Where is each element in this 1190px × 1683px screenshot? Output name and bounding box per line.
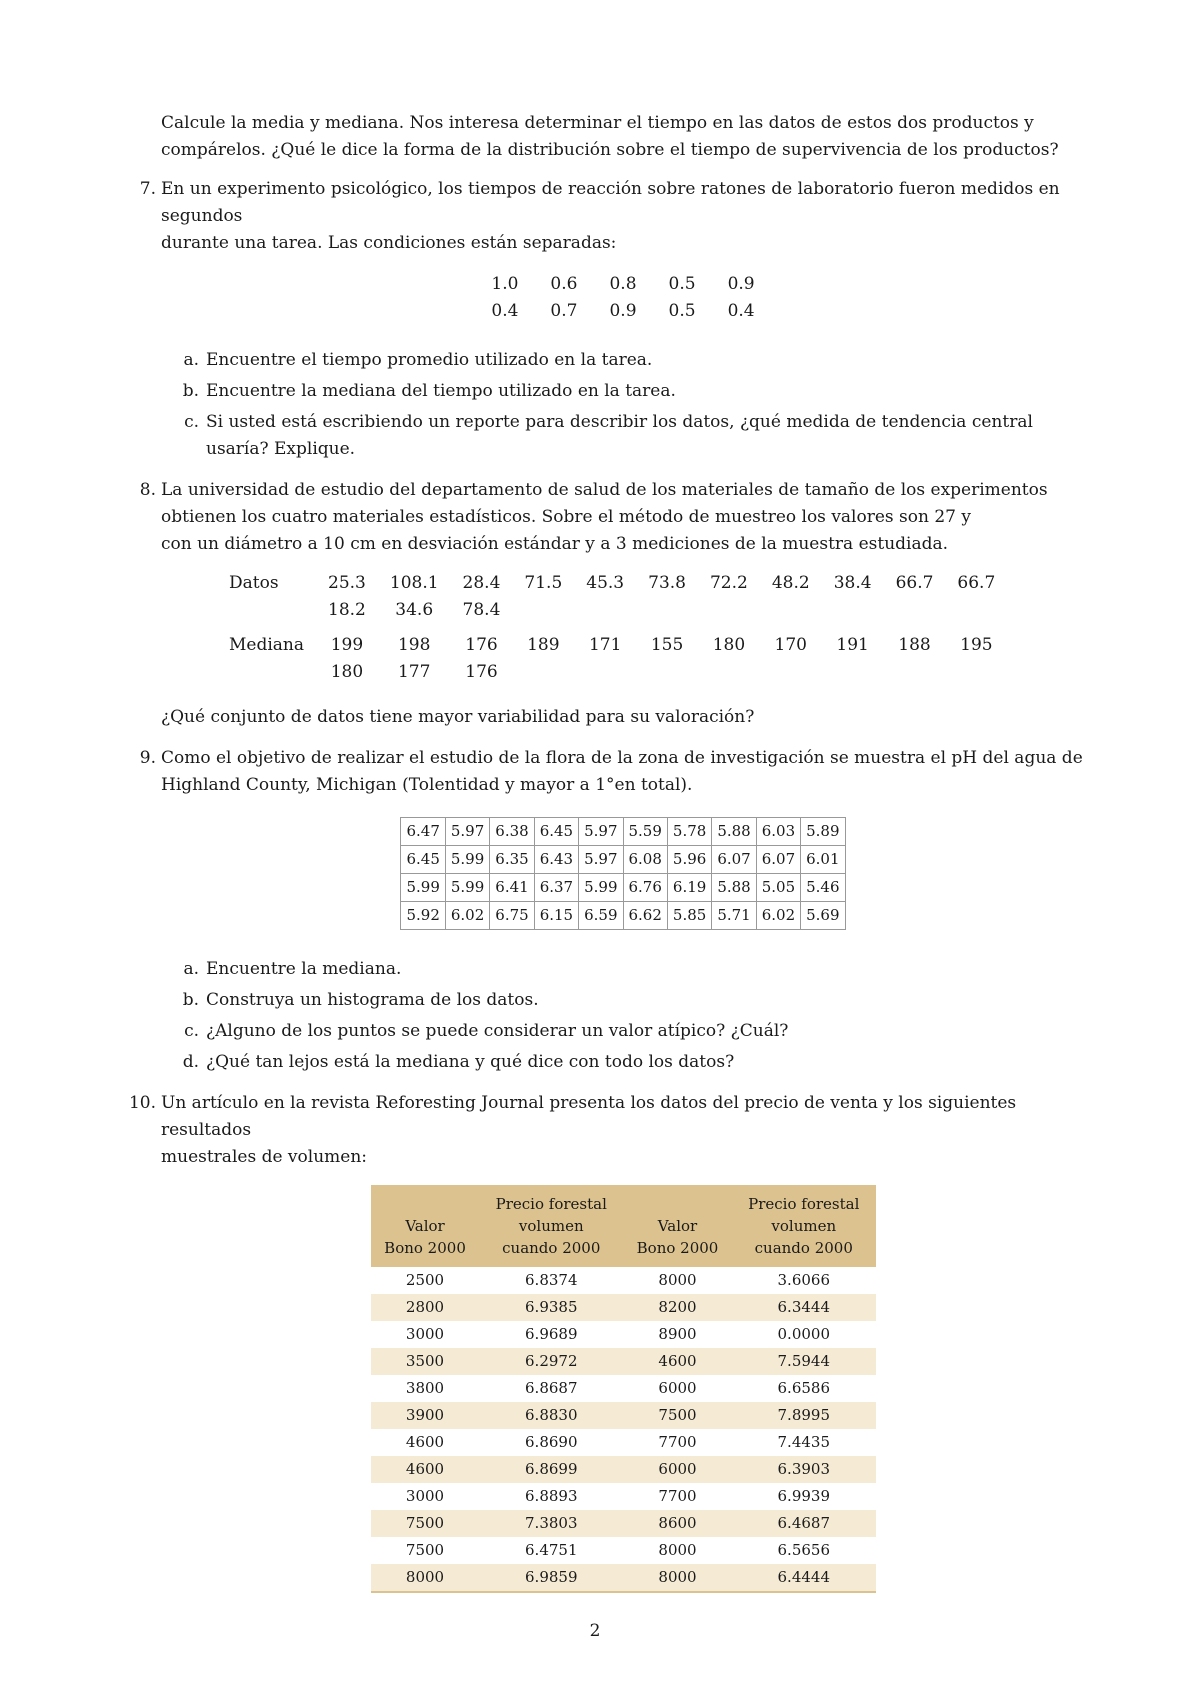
- table-row: [371, 1348, 876, 1375]
- intro-line-1: Calcule la media y mediana. Nos interesa determinar el tiempo en las datos de estos dos productos y: [161, 113, 1034, 133]
- table-cell: 8000: [371, 1564, 480, 1592]
- table-cell: 0.0000: [732, 1321, 875, 1348]
- problem-text: La universidad de estudio del departamento de salud de los materiales de tamaño de los experimentos obtienen los cuatro materiales estadísticos. Sobre el método de muestreo los valores son 27 y con un diámetro a 10 cm en desviación estándar y a 3 mediciones de la muestra estudiada.: [161, 480, 1048, 554]
- table-cell: 6.3444: [732, 1294, 875, 1321]
- table-row: [371, 1537, 876, 1564]
- column-header: Valor Bono 2000: [623, 1185, 732, 1267]
- table-cell: 7500: [371, 1537, 480, 1564]
- problem-number: 8.: [139, 480, 156, 500]
- list-item: a. Encuentre el tiempo promedio utilizado en la tarea.: [183, 350, 653, 370]
- column-header: Valor Bono 2000: [371, 1185, 480, 1267]
- table-cell: 3800: [371, 1375, 480, 1402]
- table-cell: 3000: [371, 1321, 480, 1348]
- table-row: [371, 1483, 876, 1510]
- reaction-times-table: [475, 271, 770, 325]
- table-cell: 7500: [623, 1402, 732, 1429]
- ph-values-block: [161, 817, 1085, 930]
- table-row: 0.4 0.7 0.9 0.5 0.4: [491, 301, 755, 321]
- table-cell: 6.8699: [480, 1456, 623, 1483]
- problem-text: En un experimento psicológico, los tiempos de reacción sobre ratones de laboratorio fueron medidos en segundos durante una tarea. Las condiciones están separadas:: [161, 179, 1060, 253]
- document-body: [130, 110, 1085, 1593]
- list-item: a. Encuentre la mediana.: [183, 959, 402, 979]
- table-cell: 6.9939: [732, 1483, 875, 1510]
- page-number: 2: [589, 1621, 601, 1641]
- table-row: Datos 25.3 18.2 108.1 34.6 28.4 78.4 71.5 45.3 73.8 72.2 48.2 38.4 66.7 66.7: [229, 570, 1007, 624]
- measurements-block: [229, 570, 1085, 686]
- price-table-body: [371, 1267, 876, 1592]
- table-cell: 6.8687: [480, 1375, 623, 1402]
- list-item: c. Si usted está escribiendo un reporte para describir los datos, ¿qué medida de tendencia central usaría? Explique.: [184, 412, 1033, 459]
- table-cell: 3000: [371, 1483, 480, 1510]
- table-row: [371, 1375, 876, 1402]
- list-item: b. Construya un histograma de los datos.: [182, 990, 539, 1010]
- table-cell: 6.4687: [732, 1510, 875, 1537]
- table-header-row: [371, 1185, 876, 1267]
- table-cell: 8900: [623, 1321, 732, 1348]
- problem-number: 9.: [139, 748, 156, 768]
- table-cell: 6000: [623, 1456, 732, 1483]
- problem-7: [130, 176, 1085, 463]
- table-cell: 6.6586: [732, 1375, 875, 1402]
- table-cell: 3900: [371, 1402, 480, 1429]
- measurements-table: [229, 570, 1007, 686]
- intro-line-2: compárelos. ¿Qué le dice la forma de la distribución sobre el tiempo de supervivencia de los productos?: [161, 140, 1059, 160]
- table-cell: 6.5656: [732, 1537, 875, 1564]
- table-row: 5.92 6.02 6.75 6.15 6.59 6.62 5.85 5.71 6.02 5.69: [401, 902, 845, 930]
- table-cell: 6.4444: [732, 1564, 875, 1592]
- table-cell: 6.4751: [480, 1537, 623, 1564]
- table-cell: 6.8690: [480, 1429, 623, 1456]
- problem-9: [130, 745, 1085, 1076]
- table-cell: 6.8893: [480, 1483, 623, 1510]
- table-row: [371, 1267, 876, 1294]
- table-cell: 7.8995: [732, 1402, 875, 1429]
- list-item: d. ¿Qué tan lejos está la mediana y qué dice con todo los datos?: [182, 1052, 735, 1072]
- row-label: Mediana: [229, 635, 305, 655]
- table-cell: 7500: [371, 1510, 480, 1537]
- table-row: 1.0 0.6 0.8 0.5 0.9: [491, 274, 755, 294]
- price-volume-table: [371, 1185, 876, 1593]
- table-cell: 6.3903: [732, 1456, 875, 1483]
- table-cell: 6.2972: [480, 1348, 623, 1375]
- table-row: [371, 1429, 876, 1456]
- table-cell: 7700: [623, 1429, 732, 1456]
- reaction-times-block: [161, 271, 1085, 325]
- table-cell: 8000: [623, 1537, 732, 1564]
- table-cell: 6000: [623, 1375, 732, 1402]
- ph-values-table: [400, 817, 845, 930]
- table-cell: 6.9689: [480, 1321, 623, 1348]
- row-label: Datos: [229, 573, 279, 593]
- column-header: Precio forestal volumen cuando 2000: [480, 1185, 623, 1267]
- table-row: [371, 1402, 876, 1429]
- table-cell: 8600: [623, 1510, 732, 1537]
- table-cell: 4600: [623, 1348, 732, 1375]
- problem-question: ¿Qué conjunto de datos tiene mayor variabilidad para su valoración?: [161, 707, 755, 727]
- problem-number: 7.: [139, 179, 156, 199]
- table-row: [371, 1456, 876, 1483]
- table-cell: 8000: [623, 1564, 732, 1592]
- problem-9-items: [161, 956, 1085, 1076]
- list-item: b. Encuentre la mediana del tiempo utilizado en la tarea.: [182, 381, 676, 401]
- column-header: Precio forestal volumen cuando 2000: [732, 1185, 875, 1267]
- problem-7-items: [161, 347, 1085, 463]
- problem-8: [130, 477, 1085, 731]
- problem-10: [130, 1090, 1085, 1593]
- table-row: 5.99 5.99 6.41 6.37 5.99 6.76 6.19 5.88 5.05 5.46: [401, 874, 845, 902]
- table-cell: 3.6066: [732, 1267, 875, 1294]
- table-row: [371, 1321, 876, 1348]
- table-row: [371, 1510, 876, 1537]
- table-cell: 7.3803: [480, 1510, 623, 1537]
- intro-paragraph: [130, 110, 1085, 164]
- table-row: [371, 1564, 876, 1592]
- table-cell: 6.8830: [480, 1402, 623, 1429]
- table-cell: 7.4435: [732, 1429, 875, 1456]
- table-cell: 2800: [371, 1294, 480, 1321]
- table-cell: 4600: [371, 1429, 480, 1456]
- table-cell: 2500: [371, 1267, 480, 1294]
- table-cell: 8200: [623, 1294, 732, 1321]
- table-cell: 6.9385: [480, 1294, 623, 1321]
- table-row: 6.47 5.97 6.38 6.45 5.97 5.59 5.78 5.88 6.03 5.89: [401, 818, 845, 846]
- table-cell: 6.8374: [480, 1267, 623, 1294]
- table-cell: 7.5944: [732, 1348, 875, 1375]
- list-item: c. ¿Alguno de los puntos se puede considerar un valor atípico? ¿Cuál?: [184, 1021, 789, 1041]
- table-row: 6.45 5.99 6.35 6.43 5.97 6.08 5.96 6.07 6.07 6.01: [401, 846, 845, 874]
- table-row: [371, 1294, 876, 1321]
- problem-text: Como el objetivo de realizar el estudio de la flora de la zona de investigación se muestra el pH del agua de Highland County, Michigan (Tolentidad y mayor a 1°en total).: [161, 748, 1083, 795]
- problem-text: Un artículo en la revista Reforesting Journal presenta los datos del precio de venta y los siguientes resultados muestrales de volumen:: [161, 1093, 1017, 1167]
- table-cell: 6.9859: [480, 1564, 623, 1592]
- problem-number: 10.: [128, 1093, 156, 1113]
- table-cell: 4600: [371, 1456, 480, 1483]
- table-cell: 8000: [623, 1267, 732, 1294]
- table-row: Mediana 199 180 198 177 176 176 189 171 155 180 170 191 188 195: [229, 624, 1007, 686]
- table-cell: 3500: [371, 1348, 480, 1375]
- table-cell: 7700: [623, 1483, 732, 1510]
